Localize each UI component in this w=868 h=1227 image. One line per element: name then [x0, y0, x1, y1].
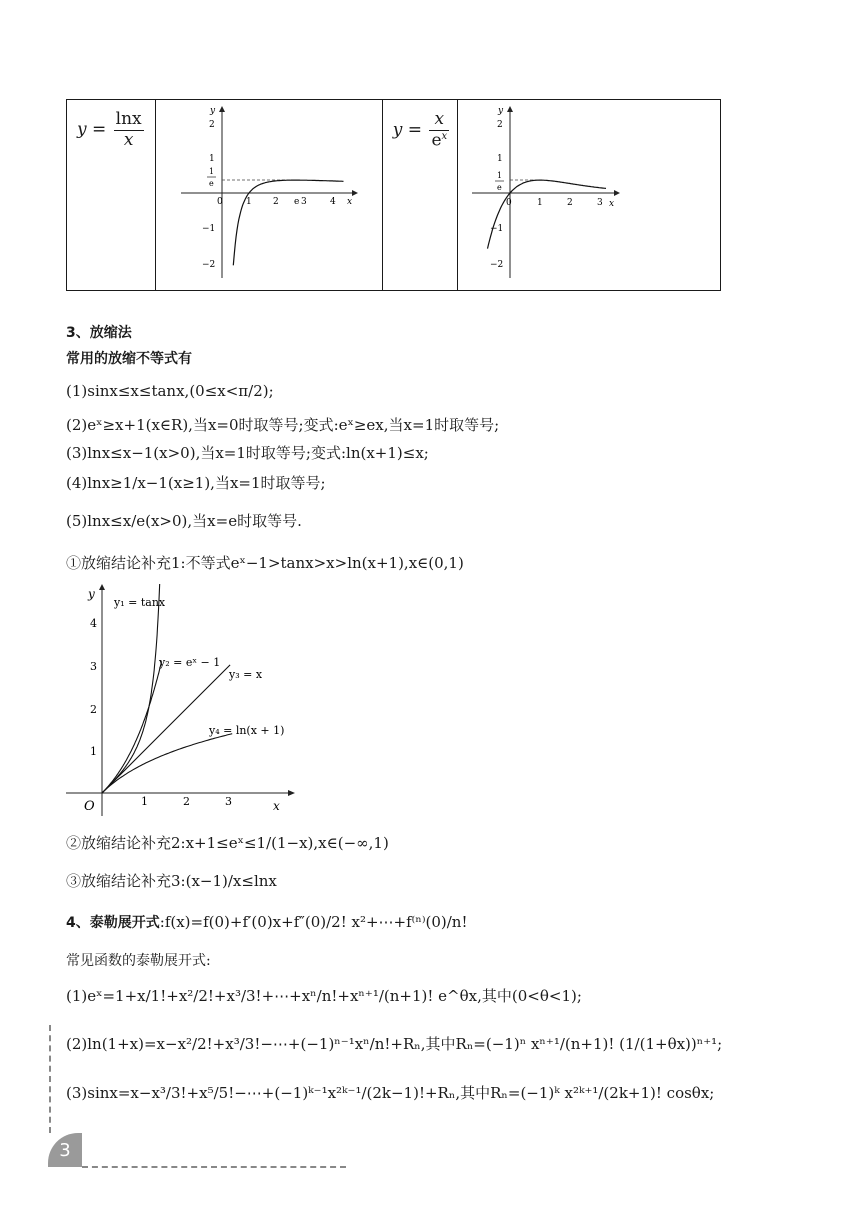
chart-origin-label: O: [84, 799, 95, 814]
g2-ytick-2: 2: [497, 120, 503, 130]
footer-dashed-vertical: [49, 1025, 51, 1133]
supplement-2: ②放缩结论补充2:x+1≤eˣ≤1/(1−x),x∈(−∞,1): [66, 834, 389, 852]
g1-ytick-1: 1: [208, 154, 215, 164]
section4-heading-line: 4、泰勒展开式:f(x)=f(0)+f′(0)x+f″(0)/2! x²+⋯+f⁽ⁿ⁾(0)/n!: [66, 913, 468, 931]
g2-ytick-m2: −2: [490, 260, 504, 270]
formula-ln-x-over-x: y = $\frac{\ln x}{x}$: [67, 100, 156, 291]
g1-xtick-2: 2: [272, 197, 279, 207]
graph-x-over-e-x: [458, 100, 720, 286]
g2-xtick-2: 2: [567, 198, 573, 208]
taylor-sin: (3)sinx=x−x³/3!+x⁵/5!−⋯+(−1)ᵏ⁻¹x²ᵏ⁻¹/(2k−1)!+Rₙ,其中Rₙ=(−1)ᵏ x²ᵏ⁺¹/(2k+1)! cosθx;: [66, 1084, 715, 1102]
footer-dashed-horizontal: [82, 1166, 346, 1168]
supplement-3: ③放缩结论补充3:(x−1)/x≤lnx: [66, 872, 277, 890]
label-y3-x: y₃ = x: [229, 668, 263, 681]
taylor-exp: (1)eˣ=1+x/1!+x²/2!+x³/3!+⋯+xⁿ/n!+xⁿ⁺¹/(n+1)! e^θx,其中(0<θ<1);: [66, 987, 582, 1005]
graph-ln-x-over-x-cell: [155, 100, 382, 291]
chart-x-axis-label: x: [273, 799, 280, 813]
g1-ytick-inv-e-den: e: [208, 179, 214, 188]
graph-ln-x-over-x: [156, 100, 382, 286]
g2-x-label: x: [609, 199, 615, 209]
supplement-1: ①放缩结论补充1:不等式eˣ−1>tanx>x>ln(x+1),x∈(0,1): [66, 554, 464, 572]
section3-subheading: 常用的放缩不等式有: [66, 351, 192, 367]
g1-ytick-m2: −2: [201, 260, 216, 270]
chart-y-axis-label: y: [88, 587, 95, 601]
g2-ytick-inv-e-den: e: [497, 183, 502, 192]
inequality-1: (1)sinx≤x≤tanx,(0≤x<π/2);: [66, 382, 274, 400]
taylor-intro: 常见函数的泰勒展开式:: [66, 953, 211, 969]
section3-heading: 3、放缩法: [66, 325, 132, 341]
g1-x-label: x: [346, 197, 352, 207]
g1-y-label: y: [209, 106, 215, 116]
chart-ytick-3: 3: [90, 660, 97, 673]
function-graph-table: [66, 99, 721, 291]
g1-ytick-inv-e-num: 1: [208, 167, 214, 176]
curve-ln-x-plus-1: [102, 734, 232, 793]
page-number: 3: [48, 1133, 82, 1167]
formula-x-over-e-x: y = $\frac{x}{e^x}$: [382, 100, 457, 291]
taylor-ln: (2)ln(1+x)=x−x²/2!+x³/3!−⋯+(−1)ⁿ⁻¹xⁿ/n!+Rₙ,其中Rₙ=(−1)ⁿ xⁿ⁺¹/(n+1)! (1/(1+θx))ⁿ⁺¹;: [66, 1035, 723, 1053]
g1-xtick-1: 1: [245, 197, 252, 207]
graph-x-over-e-x-cell: [458, 100, 721, 291]
g1-xtick-e: e: [293, 197, 300, 207]
chart-xtick-2: 2: [183, 795, 190, 808]
g2-xtick-3: 3: [597, 198, 603, 208]
label-y1-tan: y₁ = tanx: [114, 596, 166, 609]
g2-xtick-1: 1: [537, 198, 543, 208]
curve-tan: [102, 584, 160, 793]
inequality-2: (2)eˣ≥x+1(x∈R),当x=0时取等号;变式:eˣ≥ex,当x=1时取等号;: [66, 416, 500, 434]
chart-xtick-1: 1: [141, 795, 148, 808]
g1-origin: 0: [216, 197, 223, 207]
g2-origin: 0: [506, 198, 512, 208]
curve-x-over-e-x: [488, 180, 607, 249]
chart-xtick-3: 3: [225, 795, 232, 808]
label-y4-ln: y₄ = ln(x + 1): [209, 724, 285, 737]
inequality-3: (3)lnx≤x−1(x>0),当x=1时取等号;变式:ln(x+1)≤x;: [66, 444, 429, 462]
g2-ytick-1: 1: [497, 154, 503, 164]
label-y2-exp: y₂ = eˣ − 1: [159, 656, 221, 669]
taylor-formula: f(x)=f(0)+f′(0)x+f″(0)/2! x²+⋯+f⁽ⁿ⁾(0)/n!: [164, 913, 468, 931]
section4-heading: 4、泰勒展开式: [66, 915, 160, 931]
inequality-4: (4)lnx≥1/x−1(x≥1),当x=1时取等号;: [66, 474, 326, 492]
g2-y-label: y: [498, 106, 504, 116]
g2-ytick-m1: −1: [490, 224, 504, 234]
chart-ytick-4: 4: [90, 617, 97, 630]
g1-ytick-2: 2: [208, 120, 215, 130]
comparison-chart: [66, 584, 306, 824]
chart-ytick-1: 1: [90, 745, 97, 758]
g1-xtick-4: 4: [329, 197, 336, 207]
inequality-5: (5)lnx≤x/e(x>0),当x=e时取等号.: [66, 512, 302, 530]
g1-xtick-3: 3: [300, 197, 307, 207]
g2-ytick-inv-e-num: 1: [497, 171, 503, 180]
g1-ytick-m1: −1: [201, 224, 216, 234]
chart-ytick-2: 2: [90, 703, 97, 716]
